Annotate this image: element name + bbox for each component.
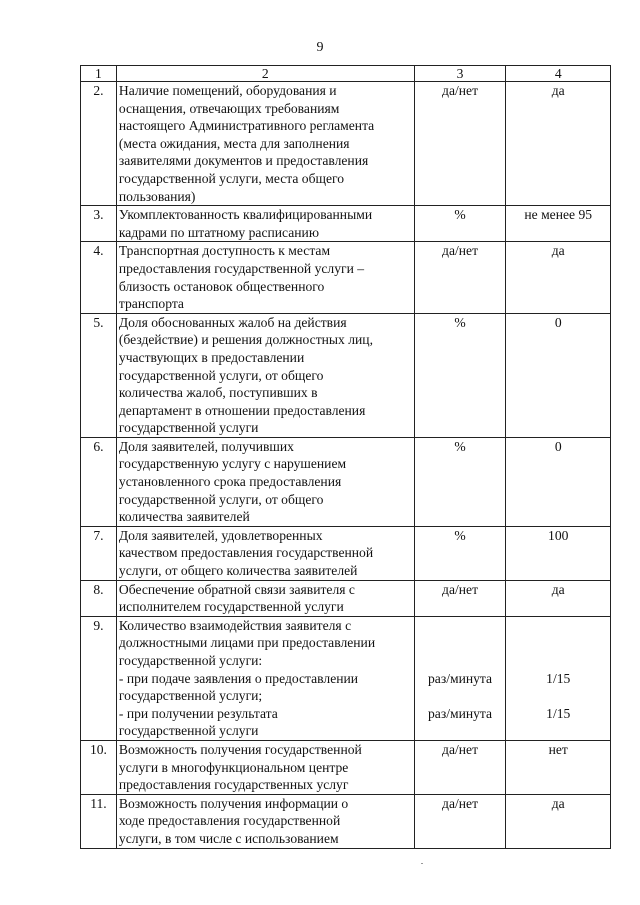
indicator-name xyxy=(116,437,414,526)
header-cell: 4 xyxy=(506,66,611,82)
indicator-line: - при подаче заявления о предоставлении xyxy=(118,670,359,686)
table-row xyxy=(81,794,611,848)
unit-of-measure: % xyxy=(414,526,506,580)
unit-of-measure: % xyxy=(414,313,506,437)
row-number: 2. xyxy=(81,82,117,206)
indicator-line: Транспортная доступность к местам xyxy=(118,243,331,259)
indicator-line: пользования) xyxy=(118,188,196,204)
normative-value-item: 1/15 xyxy=(546,705,571,721)
normative-value: да xyxy=(506,242,611,313)
row-number: 3. xyxy=(81,206,117,242)
indicator-line: предоставления государственных услуг xyxy=(118,777,349,793)
normative-value: да xyxy=(506,580,611,616)
normative-value-item: 1/15 xyxy=(546,670,571,686)
indicator-name xyxy=(116,82,414,206)
indicator-name xyxy=(116,740,414,794)
row-number: 11. xyxy=(81,794,117,848)
row-number: 9. xyxy=(81,616,117,740)
normative-value: 0 xyxy=(506,313,611,437)
indicator-line: государственной услуги xyxy=(118,723,259,739)
table-header-row xyxy=(81,66,611,82)
scan-mark xyxy=(421,863,423,864)
table-row xyxy=(81,437,611,526)
page-number: 9 xyxy=(316,40,324,55)
unit-of-measure-item: раз/минута xyxy=(428,705,493,721)
indicator-line: качеством предоставления государственной xyxy=(118,545,374,561)
row-number: 6. xyxy=(81,437,117,526)
indicator-line: департамент в отношении предоставления xyxy=(118,402,366,418)
unit-of-measure: % xyxy=(414,206,506,242)
indicator-line: Наличие помещений, оборудования и xyxy=(118,83,337,98)
normative-value: не менее 95 xyxy=(506,206,611,242)
indicator-line: Доля обоснованных жалоб на действия xyxy=(118,314,347,330)
indicator-name xyxy=(116,794,414,848)
normative-value: 0 xyxy=(506,437,611,526)
table-row xyxy=(81,616,611,740)
table-row xyxy=(81,242,611,313)
normative-value: 100 xyxy=(506,526,611,580)
table-row xyxy=(81,206,611,242)
indicator-line: настоящего Административного регламента xyxy=(118,118,375,134)
unit-of-measure: да/нет xyxy=(414,740,506,794)
table-row xyxy=(81,740,611,794)
normative-value: нет xyxy=(506,740,611,794)
indicator-line: государственную услугу с нарушением xyxy=(118,456,347,472)
indicator-name xyxy=(116,242,414,313)
indicator-line: близость остановок общественного xyxy=(118,278,325,294)
indicator-name xyxy=(116,206,414,242)
quality-indicators-table xyxy=(80,65,611,849)
unit-of-measure: да/нет xyxy=(414,82,506,206)
indicator-line: заявителями документов и предоставления xyxy=(118,153,369,169)
header-cell: 2 xyxy=(116,66,414,82)
indicator-line: участвующих в предоставлении xyxy=(118,349,305,365)
row-number: 8. xyxy=(81,580,117,616)
unit-of-measure xyxy=(414,616,506,740)
indicator-line: установленного срока предоставления xyxy=(118,474,342,490)
indicator-line: услуги в многофункциональном центре xyxy=(118,759,349,775)
unit-of-measure: да/нет xyxy=(414,242,506,313)
table-row xyxy=(81,313,611,437)
indicator-line: государственной услуги: xyxy=(118,653,263,668)
indicator-line: Доля заявителей, удовлетворенных xyxy=(118,527,323,543)
indicator-line: государственной услуги, места общего xyxy=(118,170,345,186)
table-row xyxy=(81,526,611,580)
indicator-line: должностными лицами при предоставлении xyxy=(118,635,376,651)
indicator-line: Укомплектованность квалифицированными xyxy=(118,207,373,223)
unit-of-measure: да/нет xyxy=(414,794,506,848)
indicator-line: Возможность получения информации о xyxy=(118,795,349,811)
indicator-line: государственной услуги; xyxy=(118,688,263,704)
header-cell: 1 xyxy=(81,66,117,82)
indicator-line: - при получении результата xyxy=(118,705,278,721)
row-number: 5. xyxy=(81,313,117,437)
header-cell: 3 xyxy=(414,66,506,82)
indicator-line: транспорта xyxy=(118,296,184,312)
indicator-line: государственной услуги, от общего xyxy=(118,491,324,507)
indicator-line: услуги, в том числе с использованием xyxy=(118,830,339,846)
indicator-line: количества заявителей xyxy=(118,509,250,525)
indicator-line: кадрами по штатному расписанию xyxy=(118,224,319,240)
indicator-line: государственной услуги xyxy=(118,420,259,436)
indicator-line: Доля заявителей, получивших xyxy=(118,438,294,454)
unit-of-measure-item: раз/минута xyxy=(428,670,493,686)
row-number: 10. xyxy=(81,740,117,794)
indicator-line: Обеспечение обратной связи заявителя с xyxy=(118,581,355,597)
indicator-line: Количество взаимодействия заявителя с xyxy=(118,617,352,633)
normative-value: да xyxy=(506,794,611,848)
indicator-line: Возможность получения государственной xyxy=(118,741,362,757)
indicator-line: (бездействие) и решения должностных лиц, xyxy=(118,332,373,348)
row-number: 7. xyxy=(81,526,117,580)
row-number: 4. xyxy=(81,242,117,313)
indicator-line: количества жалоб, поступивших в xyxy=(118,385,318,401)
indicator-line: предоставления государственной услуги – xyxy=(118,260,365,276)
normative-value xyxy=(506,616,611,740)
indicator-name xyxy=(116,313,414,437)
indicator-name xyxy=(116,526,414,580)
indicator-name xyxy=(116,616,414,740)
indicator-line: услуги, от общего количества заявителей xyxy=(118,563,358,579)
normative-value: да xyxy=(506,82,611,206)
indicator-line: (места ожидания, места для заполнения xyxy=(118,135,350,151)
indicator-line: оснащения, отвечающих требованиям xyxy=(118,100,340,116)
unit-of-measure: % xyxy=(414,437,506,526)
table-row xyxy=(81,580,611,616)
indicator-line: ходе предоставления государственной xyxy=(118,813,341,829)
indicator-name xyxy=(116,580,414,616)
table-row xyxy=(81,82,611,206)
indicator-line: государственной услуги, от общего xyxy=(118,367,324,383)
indicator-line: исполнителем государственной услуги xyxy=(118,599,344,615)
unit-of-measure: да/нет xyxy=(414,580,506,616)
